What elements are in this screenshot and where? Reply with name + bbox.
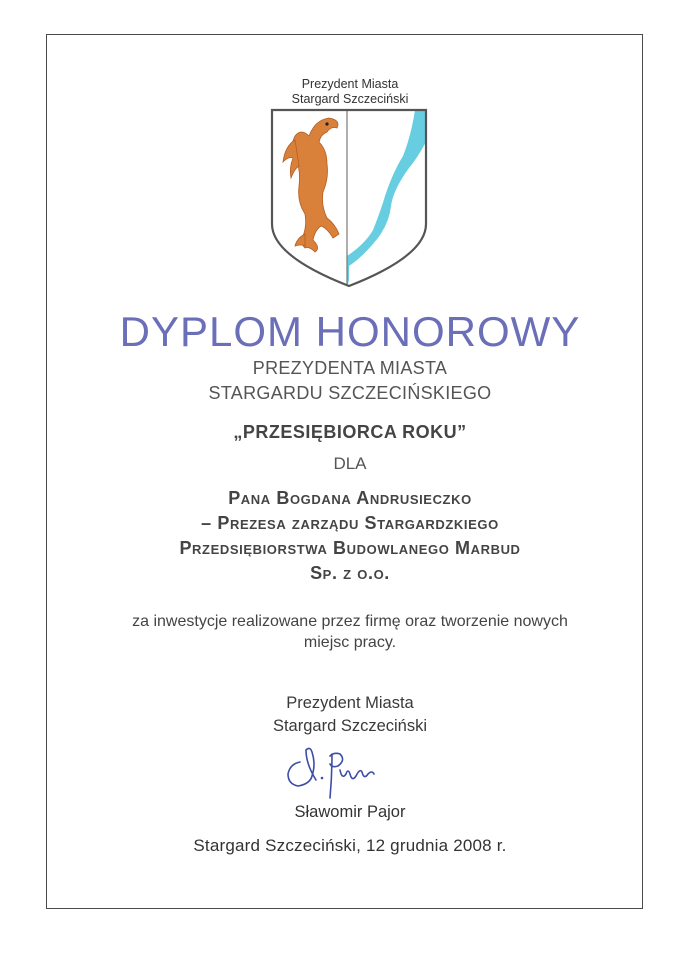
subtitle-line1: PREZYDENTA MIASTA <box>252 358 448 378</box>
signatory-title-line2: Stargard Szczeciński <box>272 717 428 735</box>
diploma-title: DYPLOM HONOROWY <box>119 308 581 355</box>
handwritten-signature <box>276 740 386 802</box>
signatory-title-line1: Prezydent Miasta <box>286 694 414 712</box>
recipient-line4: Sp. z o.o. <box>310 563 390 583</box>
place-and-date: Stargard Szczeciński, 12 grudnia 2008 r. <box>193 836 507 855</box>
recipient-line1: Pana Bogdana Andrusieczko <box>228 488 472 508</box>
signatory-name: Sławomir Pajor <box>294 803 406 821</box>
for-label: DLA <box>333 454 367 473</box>
reason-line1: za inwestycje realizowane przez firmę oraz tworzenie nowych <box>132 613 568 630</box>
award-name: „PRZESIĘBIORCA ROKU” <box>233 422 467 442</box>
recipient-line2: – Prezesa zarządu Stargardzkiego <box>201 513 499 533</box>
coat-of-arms <box>269 106 429 288</box>
recipient-line3: Przedsiębiorstwa Budowlanego Marbud <box>179 538 521 558</box>
reason-line2: miejsc pracy. <box>303 634 397 651</box>
crest-caption-line2: Stargard Szczeciński <box>291 92 409 106</box>
crest-caption-line1: Prezydent Miasta <box>301 77 399 91</box>
subtitle-line2: STARGARDU SZCZECIŃSKIEGO <box>208 383 492 403</box>
